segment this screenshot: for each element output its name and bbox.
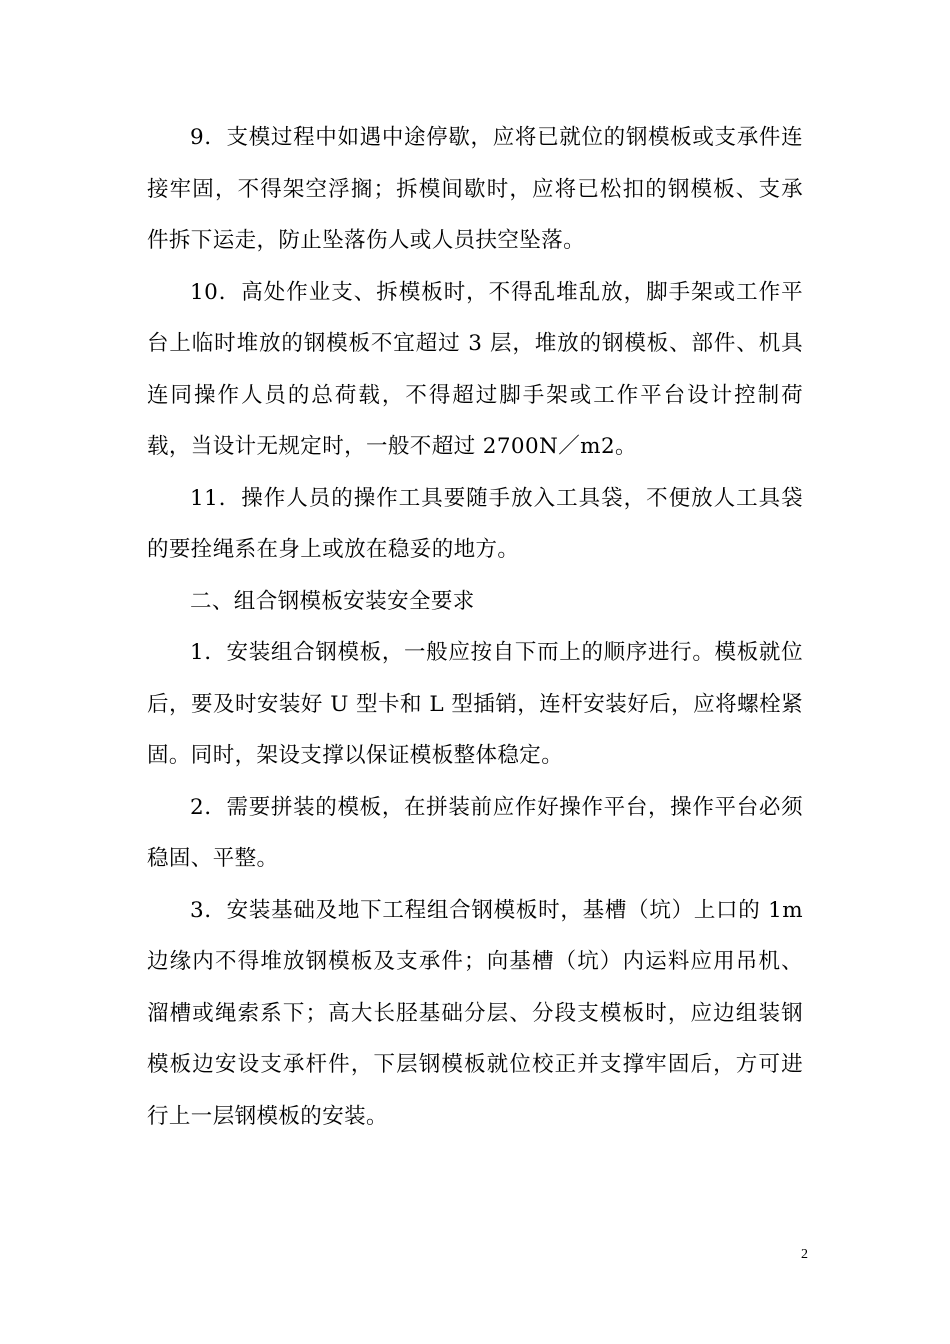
paragraph-item-9: 9．支模过程中如遇中途停歇，应将已就位的钢模板或支承件连接牢固，不得架空浮搁；拆模间歇时，应将已松扣的钢模板、支承件拆下运走，防止坠落伤人或人员扶空坠落。 bbox=[147, 125, 803, 253]
page-number: 2 bbox=[801, 1247, 808, 1262]
paragraph-item-3: 3．安装基础及地下工程组合钢模板时，基槽（坑）上口的 1m 边缘内不得堆放钢模板及支承件；向基槽（坑）内运料应用吊机、溜槽或绳索系下；高大长胫基础分层、分段支模板时，应边组装钢模板边安设支承杆件，下层钢模板就位校正并支撑牢固后，方可进行上一层钢模板的安装。 bbox=[147, 897, 803, 1129]
section-heading: 二、组合钢模板安装安全要求 bbox=[190, 588, 475, 614]
paragraph-item-11: 11．操作人员的操作工具要随手放入工具袋，不便放人工具袋的要拴绳系在身上或放在稳妥的地方。 bbox=[147, 485, 803, 562]
paragraph-item-2: 2．需要拼装的模板，在拼装前应作好操作平台，操作平台必须稳固、平整。 bbox=[147, 794, 803, 871]
paragraph-item-1: 1．安装组合钢模板，一般应按自下而上的顺序进行。模板就位后，要及时安装好 U 型卡和 L 型插销，连杆安装好后，应将螺栓紧固。同时，架设支撑以保证模板整体稳定。 bbox=[147, 640, 803, 768]
paragraph-item-10: 10．高处作业支、拆模板时，不得乱堆乱放，脚手架或工作平台上临时堆放的钢模板不宜超过 3 层，堆放的钢模板、部件、机具连同操作人员的总荷载，不得超过脚手架或工作平台设计控制荷载，当设计无规定时，一般不超过 2700N／m2。 bbox=[147, 279, 803, 459]
document-body bbox=[147, 112, 803, 1142]
